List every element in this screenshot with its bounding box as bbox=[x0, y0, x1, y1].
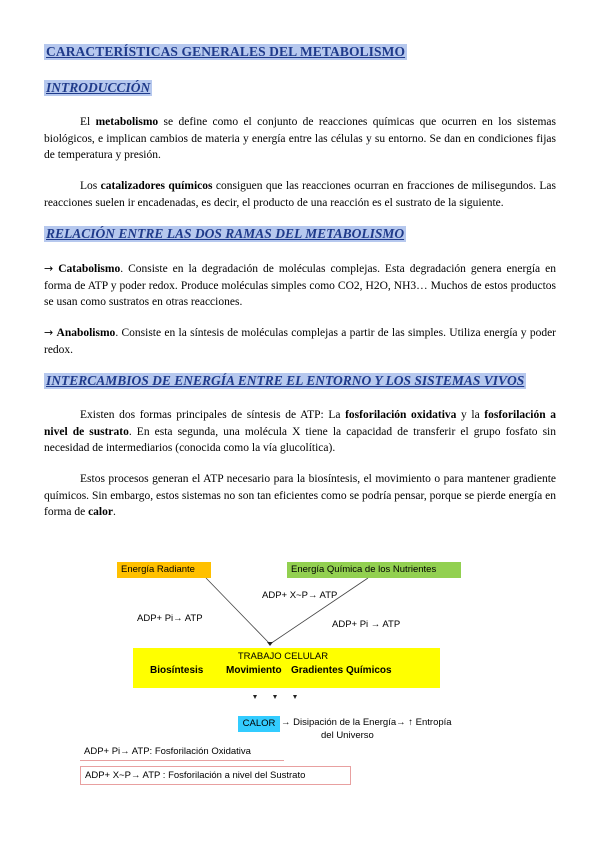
arrow-icon: → bbox=[44, 262, 54, 275]
paragraph-atp-sintesis bbox=[44, 407, 556, 457]
paragraph-calor bbox=[44, 471, 556, 521]
text-run: y la bbox=[456, 409, 485, 421]
term-catabolismo: Catabolismo bbox=[58, 263, 121, 275]
box-energia-quimica: Energía Química de los Nutrientes bbox=[287, 562, 461, 578]
arrow-icon: → bbox=[44, 326, 54, 339]
text-run: . bbox=[112, 506, 116, 518]
term-calor: calor bbox=[88, 506, 113, 518]
text-run: . En esta segunda, una molécula X tiene la capacidad de transferir el grupo fosfato sin necesidad de intermediarios (conocida como la vía glucolítica). bbox=[44, 425, 556, 454]
box-energia-radiante: Energía Radiante bbox=[117, 562, 211, 578]
paragraph-anabolismo bbox=[44, 325, 556, 358]
term-metabolismo: metabolismo bbox=[95, 116, 159, 128]
legend-fosforilacion-sustrato: ADP+ X~P→ ATP : Fosforilación a nivel del Sustrato bbox=[80, 766, 351, 785]
arrowhead-small-3 bbox=[293, 695, 297, 699]
text-run: El bbox=[80, 116, 96, 128]
text-run: se define como el conjunto de reacciones químicas que ocurren en los sistemas biológicos, e implican cambios de materia y energía entre las células y su entorno. Se dan en condiciones fijas de temperatura y presión. bbox=[44, 116, 556, 161]
text-run: Existen dos formas principales de síntesis de ATP: La bbox=[80, 409, 346, 421]
trabajo-item-biosintesis: Biosíntesis bbox=[150, 665, 204, 676]
text-run: Estos procesos generan el ATP necesario para la biosíntesis, el movimiento o para mantener gradiente químicos. Sin embargo, estos sistemas no son tan eficientes como se podría pensar, porque se pierde energía en forma de bbox=[44, 473, 556, 518]
trabajo-title: TRABAJO CELULAR bbox=[237, 651, 329, 662]
label-universo: del Universo bbox=[321, 730, 374, 741]
label-disipacion: → Disipación de la Energía→ ↑ Entropía bbox=[281, 717, 452, 728]
box-trabajo-celular bbox=[133, 648, 440, 688]
energy-diagram bbox=[0, 540, 600, 800]
heading-introduccion: INTRODUCCIÓN bbox=[46, 80, 151, 95]
term-catalizadores: catalizadores químicos bbox=[100, 180, 213, 192]
trabajo-item-gradientes: Gradientes Químicos bbox=[291, 665, 392, 676]
text-run: consiguen que las reacciones ocurran en fracciones de milisegundos. Las reacciones suelen ir encadenadas, es decir, el producto de una reacción es el sustrato de la siguiente. bbox=[44, 180, 557, 209]
text-run: . Consiste en la síntesis de moléculas complejas a partir de las simples. Utiliza energía y poder redox. bbox=[44, 327, 557, 356]
paragraph-metabolismo bbox=[44, 114, 556, 164]
line-radiante-to-trabajo bbox=[206, 578, 270, 644]
text-run: . Consiste en la degradación de moléculas complejas. Esta degradación genera energía en forma de ATP y poder redox. Produce moléculas simples como CO2, H2O, NH3… Muchos de estos productos se usan como sustratos en otras reacciones. bbox=[44, 263, 557, 308]
trabajo-item-movimiento: Movimiento bbox=[226, 665, 282, 676]
line-quimica-to-trabajo bbox=[270, 578, 368, 644]
paragraph-catabolismo bbox=[44, 261, 556, 311]
legend-fosforilacion-oxidativa: ADP+ Pi→ ATP: Fosforilación Oxidativa bbox=[80, 744, 284, 761]
paragraph-catalizadores bbox=[44, 178, 556, 211]
text-run: Los bbox=[80, 180, 101, 192]
heading-energia: INTERCAMBIOS DE ENERGÍA ENTRE EL ENTORNO Y LOS SISTEMAS VIVOS bbox=[46, 373, 525, 388]
term-anabolismo: Anabolismo bbox=[56, 327, 116, 339]
arrowhead-small-1 bbox=[253, 695, 257, 699]
label-adp-pi-left: ADP+ Pi→ ATP bbox=[137, 613, 203, 624]
arrowhead-small-2 bbox=[273, 695, 277, 699]
box-calor: CALOR bbox=[238, 716, 280, 732]
label-adp-pi-right: ADP+ Pi → ATP bbox=[332, 619, 401, 630]
term-fosforilacion-oxidativa: fosforilación oxidativa bbox=[345, 409, 457, 421]
term-fosforilacion-sustrato: fosforilación a nivel de sustrato bbox=[44, 409, 556, 438]
document-title: CARACTERÍSTICAS GENERALES DEL METABOLISMO bbox=[46, 44, 406, 59]
arrowhead-trabajo bbox=[267, 642, 273, 646]
label-adp-xp-top: ADP+ X~P→ ATP bbox=[262, 590, 338, 601]
heading-ramas: RELACIÓN ENTRE LAS DOS RAMAS DEL METABOLISMO bbox=[46, 226, 405, 241]
